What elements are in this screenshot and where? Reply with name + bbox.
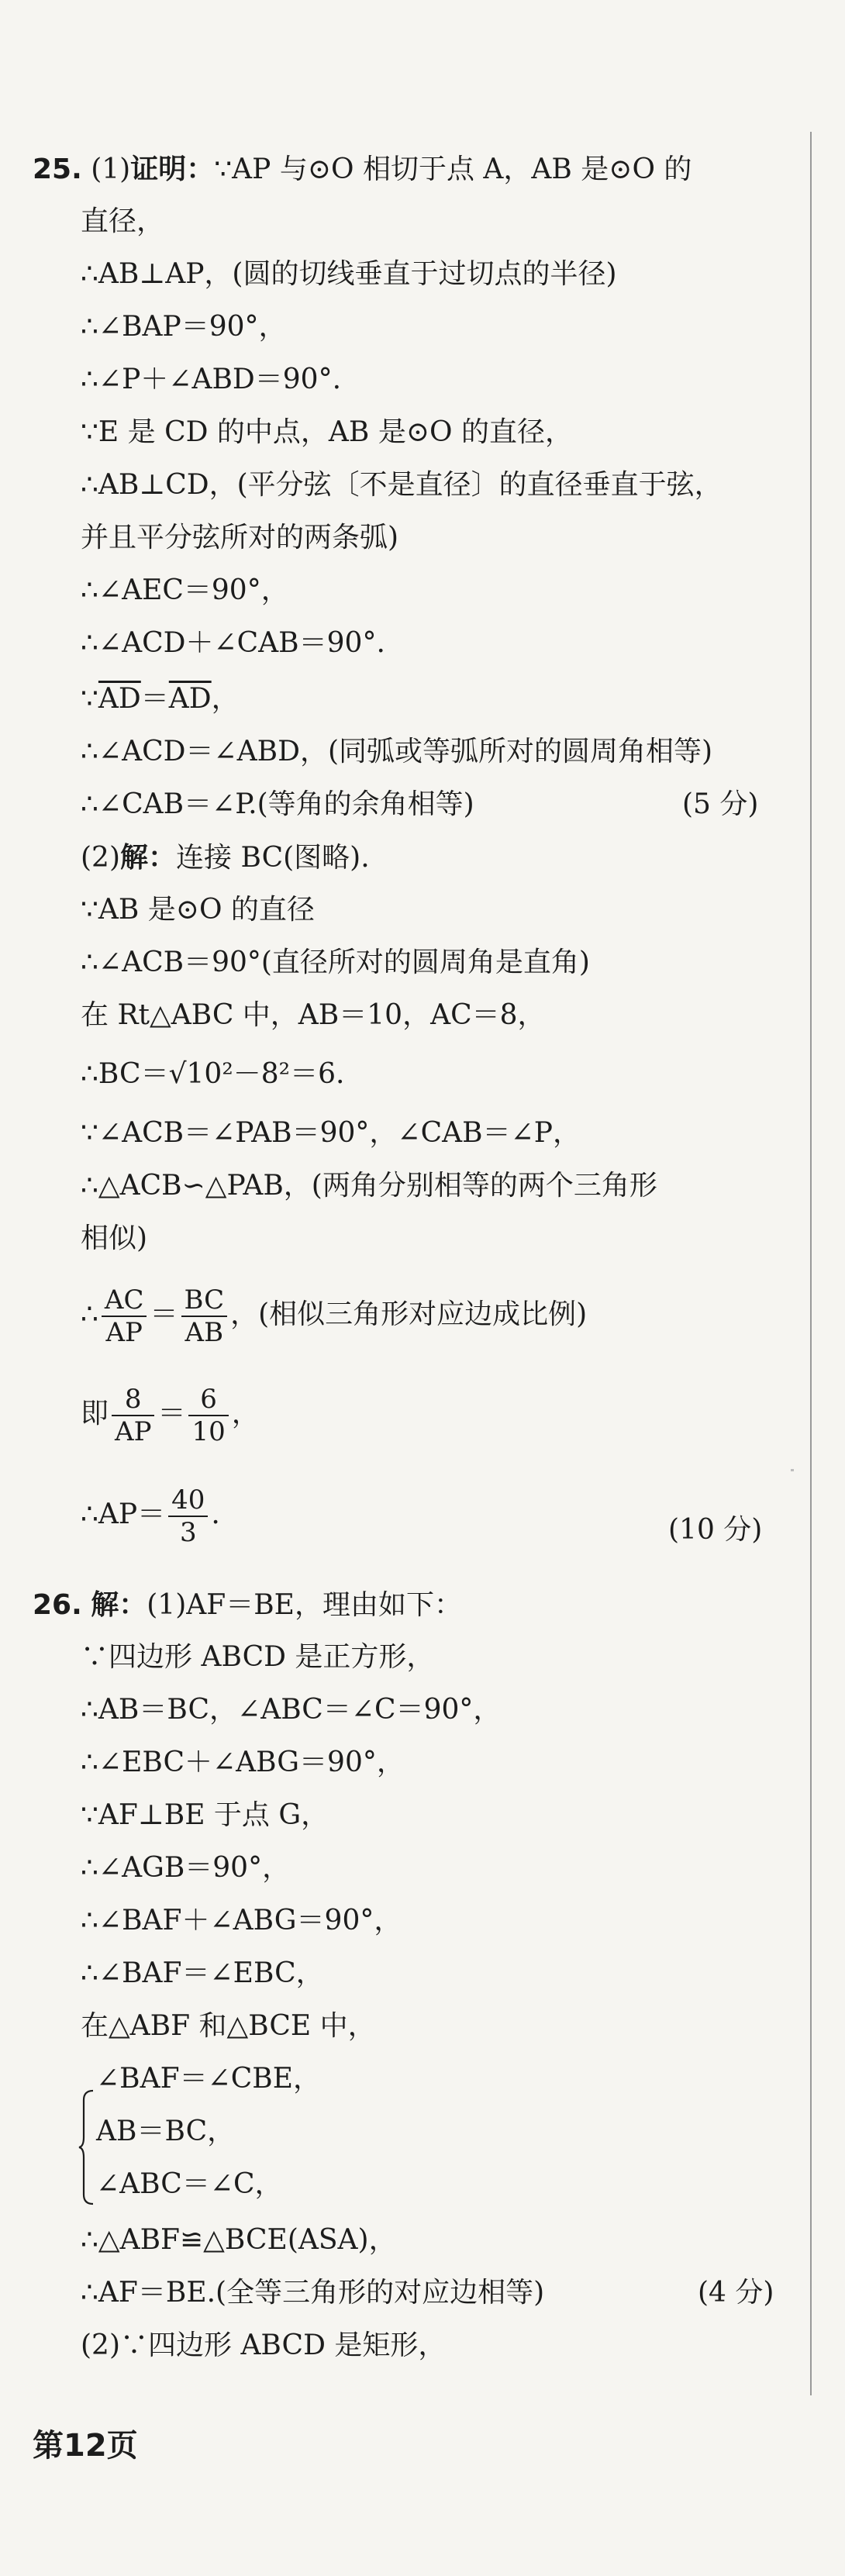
q25-score-2: (10 分) [668, 1514, 763, 1546]
q26-line-4: ∴∠EBC＋∠ABG＝90°， [81, 1747, 405, 1778]
q26-line-10: ∠BAF＝∠CBE， [96, 2063, 322, 2095]
q26-score-1: (4 分) [698, 2277, 774, 2309]
q25-line-9: ∴∠AEC＝90°， [81, 574, 289, 606]
q26-line-15: (2)∵四边形 ABCD 是矩形， [81, 2329, 447, 2361]
arc-ad: $\overline{AD}$ [98, 683, 141, 715]
q25-line-23: 即 $\frac{8}{AP}$ ＝ $\frac{6}{10}$ ， [81, 1384, 260, 1447]
q26-line-14: ∴AF＝BE.(全等三角形的对应边相等) [81, 2277, 545, 2309]
q25-line-13: ∴∠CAB＝∠P.(等角的余角相等) [81, 788, 474, 820]
q26-line-11: AB＝BC， [96, 2116, 236, 2147]
fraction-40-3: $\frac{40}{3}$ [168, 1485, 208, 1548]
q26-line-3: ∴AB＝BC，∠ABC＝∠C＝90°， [81, 1694, 502, 1726]
q25-line-6: ∵E 是 CD 的中点，AB 是⊙O 的直径， [81, 416, 573, 448]
q25-line-24: ∴AP＝ $\frac{40}{3}$ . [81, 1485, 220, 1548]
q25-line-5: ∴∠P＋∠ABD＝90°. [81, 364, 342, 395]
fraction-bc-ab: $\frac{BC}{AB}$ [181, 1285, 228, 1348]
q26-line-2: ∵四边形 ABCD 是正方形， [81, 1641, 435, 1673]
scan-speck [791, 1469, 794, 1471]
q26-line-1: 26. 解：(1)AF＝BE，理由如下： [33, 1588, 462, 1621]
q25-line-20: ∴△ACB∽△PAB，(两角分别相等的两个三角形 [81, 1170, 657, 1202]
fraction-6-10: $\frac{6}{10}$ [188, 1384, 228, 1447]
q25-line-15: ∵AB 是⊙O 的直径 [81, 894, 315, 926]
q26-line-8: ∴∠BAF＝∠EBC， [81, 1957, 324, 1989]
fraction-ac-ap: $\frac{AC}{AP}$ [102, 1285, 147, 1348]
q26-number: 26. [33, 1589, 82, 1621]
q25-line-19: ∵∠ACB＝∠PAB＝90°，∠CAB＝∠P， [81, 1117, 581, 1149]
q25-line-21: 相似) [81, 1222, 148, 1254]
q25-line-11: $\because\overline{AD}=\overline{AD}$， [81, 683, 240, 715]
q26-line-12: ∠ABC＝∠C， [96, 2168, 283, 2200]
q25-line-8: 并且平分弦所对的两条弧) [81, 522, 399, 553]
q25-line-18: ∴BC＝√10²－8²＝6. [81, 1058, 345, 1090]
q25-line-3: ∴AB⊥AP，(圆的切线垂直于过切点的半径) [81, 258, 617, 290]
arc-ad: $\overline{AD}$ [168, 683, 212, 715]
q25-line-2: 直径， [81, 205, 165, 237]
q25-line-10: ∴∠ACD＋∠CAB＝90°. [81, 627, 385, 659]
q26-line-6: ∴∠AGB＝90°， [81, 1852, 291, 1884]
q25-line-7: ∴AB⊥CD，(平分弦〔不是直径〕的直径垂直于弦， [81, 469, 723, 501]
q25-line-17: 在 Rt△ABC 中，AB＝10，AC＝8， [81, 999, 546, 1031]
q26-line-5: ∵AF⊥BE 于点 G， [81, 1799, 329, 1831]
fraction-8-ap: $\frac{8}{AP}$ [112, 1384, 154, 1447]
q26-line-13: ∴△ABF≌△BCE(ASA)， [81, 2224, 397, 2256]
sqrt-expression: √10²－8² [168, 1058, 291, 1090]
q25-line-12: ∴∠ACD＝∠ABD，(同弧或等弧所对的圆周角相等) [81, 736, 713, 767]
q25-line-14: (2)解：连接 BC(图略). [81, 841, 370, 874]
q25-line-1: 25. (1)证明：∵AP 与⊙O 相切于点 A，AB 是⊙O 的 [33, 153, 692, 185]
q25-line-22: ∴ $\frac{AC}{AP}$ ＝ $\frac{BC}{AB}$ ，(相似三角形对应边成比例) [81, 1285, 588, 1348]
page-number: 第12页 [33, 2428, 138, 2464]
q25-score-1: (5 分) [682, 788, 759, 820]
q25-line-16: ∴∠ACB＝90°(直径所对的圆周角是直角) [81, 947, 590, 978]
q26-line-9: 在△ABF 和△BCE 中， [81, 2010, 376, 2042]
q26-line-7: ∴∠BAF＋∠ABG＝90°， [81, 1905, 402, 1936]
right-margin-rule [810, 132, 812, 2395]
q25-number: 25. [33, 153, 82, 185]
q25-line-4: ∴∠BAP＝90°， [81, 311, 287, 343]
left-brace-icon [78, 2089, 95, 2205]
